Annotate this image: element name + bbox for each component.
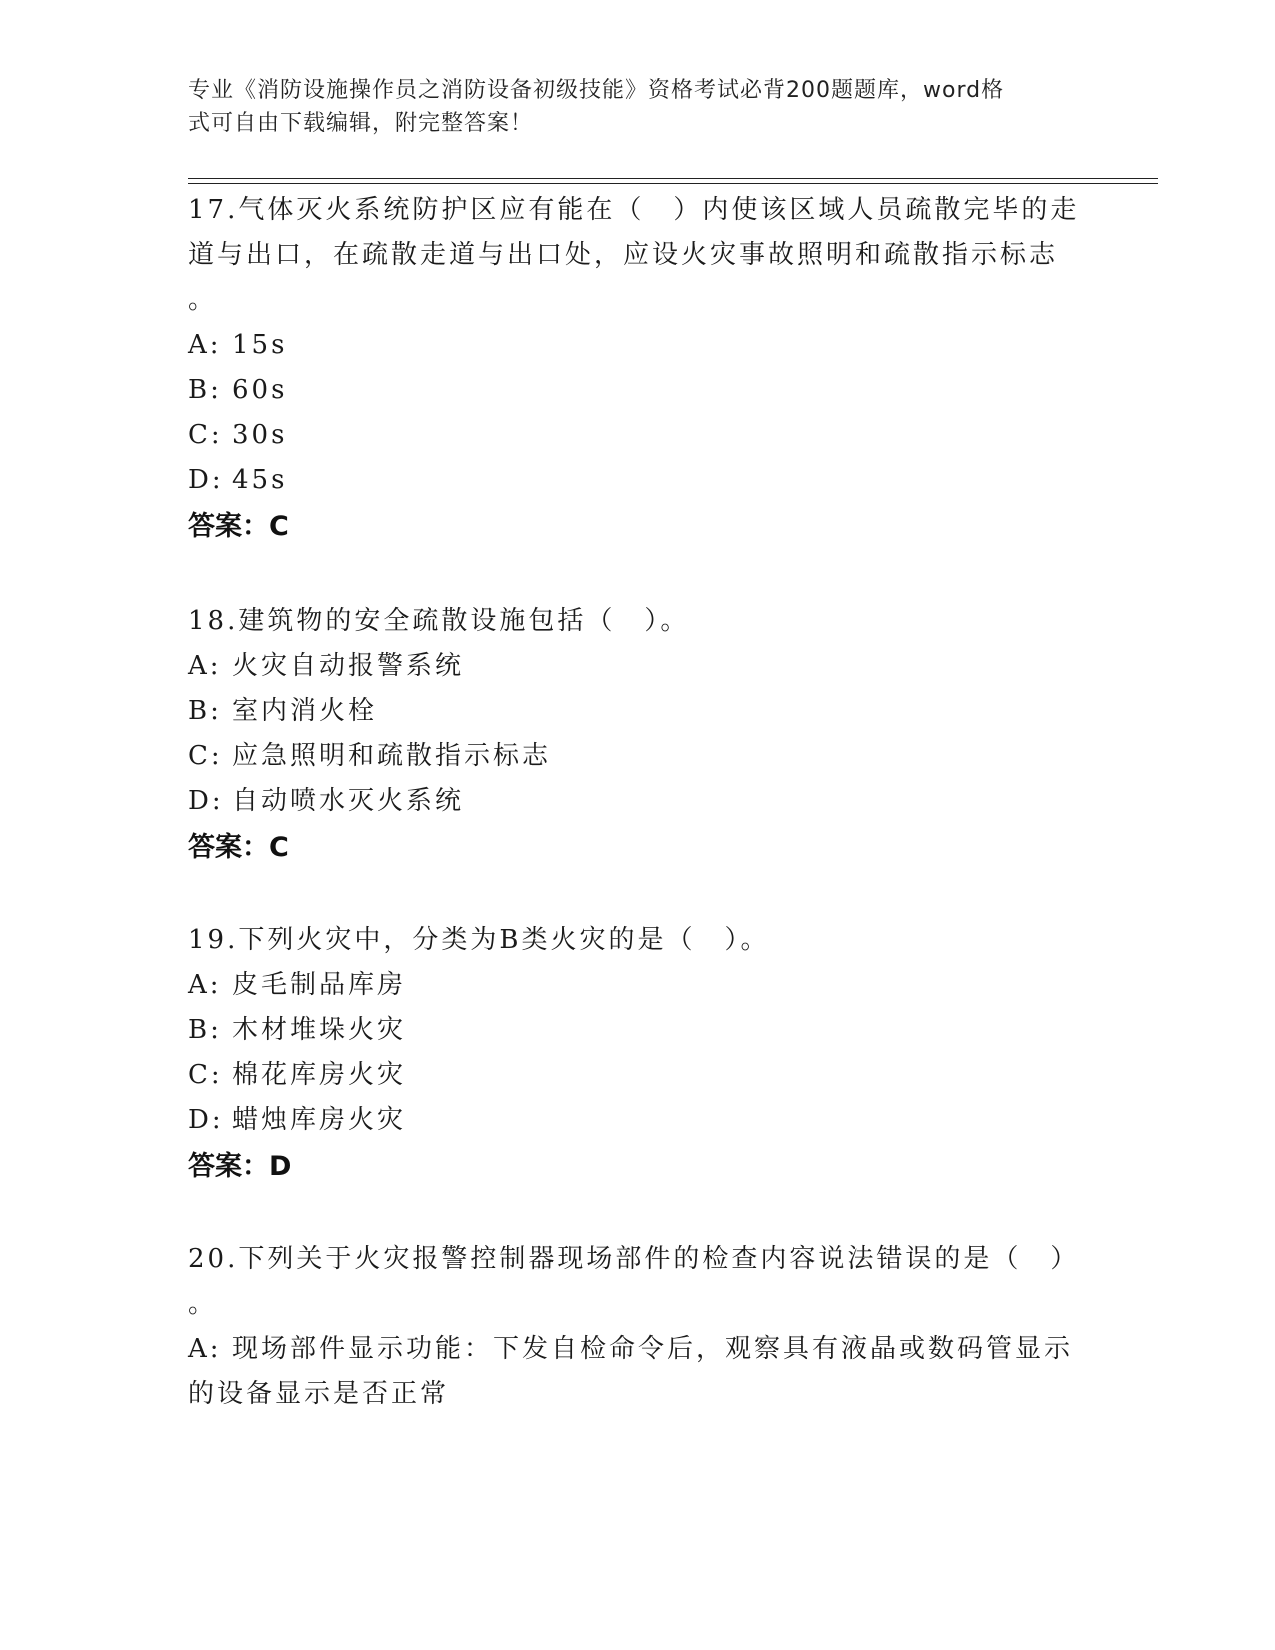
option-a-continuation: 的设备显示是否正常 [188,1379,450,1409]
option-a [188,1327,1088,1372]
option-key: C: [188,741,223,771]
stem-line: 20.下列关于火灾报警控制器现场部件的检查内容说法错误的是（ ） [188,1244,1080,1274]
question-stem [188,918,1088,963]
option-text: 蜡烛库房火灾 [232,1105,407,1135]
option-key: A: [188,1334,222,1364]
answer-line: 答案：D [188,1151,292,1182]
option-d [188,1098,1088,1143]
question-20 [188,1237,1088,1417]
header-line-2: 式可自由下载编辑，附完整答案！ [188,111,534,136]
option-text: 应急照明和疏散指示标志 [232,741,552,771]
question-stem [188,599,1088,644]
option-a [188,323,1088,368]
option-text: 皮毛制品库房 [232,970,407,1000]
question-19 [188,918,1088,1191]
question-17 [188,188,1088,551]
option-key: C: [188,1060,223,1090]
question-18 [188,599,1088,872]
option-key: B: [188,375,222,405]
header-line-1: 专业《消防设施操作员之消防设备初级技能》资格考试必背200题题库，word格 [188,78,1005,103]
option-key: A: [188,970,222,1000]
option-text: 现场部件显示功能：下发自检命令后，观察具有液晶或数码管显示 [232,1334,1074,1364]
option-text: 室内消火栓 [232,696,378,726]
option-key: B: [188,696,222,726]
option-c [188,734,1088,779]
option-key: D: [188,1105,224,1135]
stem-line: 19.下列火灾中，分类为B类火灾的是（ ）。 [188,925,770,955]
option-text: 45s [232,465,288,495]
document-header [188,74,1068,140]
option-text: 木材堆垛火灾 [232,1015,407,1045]
option-text: 60s [232,375,288,405]
question-stem [188,188,1088,323]
stem-line: 。 [188,285,218,315]
option-text: 30s [232,420,288,450]
option-a [188,644,1088,689]
option-c [188,1053,1088,1098]
option-b [188,368,1088,413]
answer-line: 答案：C [188,511,289,542]
stem-line: 18.建筑物的安全疏散设施包括（ ）。 [188,606,690,636]
stem-line: 道与出口，在疏散走道与出口处，应设火灾事故照明和疏散指示标志 [188,240,1059,270]
header-rule-top [188,178,1158,179]
option-key: D: [188,786,224,816]
option-d [188,458,1088,503]
option-a [188,963,1088,1008]
option-key: B: [188,1015,222,1045]
option-b [188,1008,1088,1053]
option-text: 棉花库房火灾 [232,1060,407,1090]
option-key: D: [188,465,224,495]
option-d [188,779,1088,824]
question-stem [188,1237,1088,1327]
header-rule-bottom [188,183,1158,184]
option-c [188,413,1088,458]
option-text: 15s [232,330,288,360]
answer-line: 答案：C [188,832,289,863]
stem-line: 。 [188,1289,218,1319]
option-key: A: [188,651,222,681]
stem-line: 17.气体灭火系统防护区应有能在（ ）内使该区域人员疏散完毕的走 [188,195,1080,225]
option-text: 火灾自动报警系统 [232,651,465,681]
option-key: C: [188,420,223,450]
option-text: 自动喷水灭火系统 [232,786,465,816]
option-b [188,689,1088,734]
option-key: A: [188,330,222,360]
